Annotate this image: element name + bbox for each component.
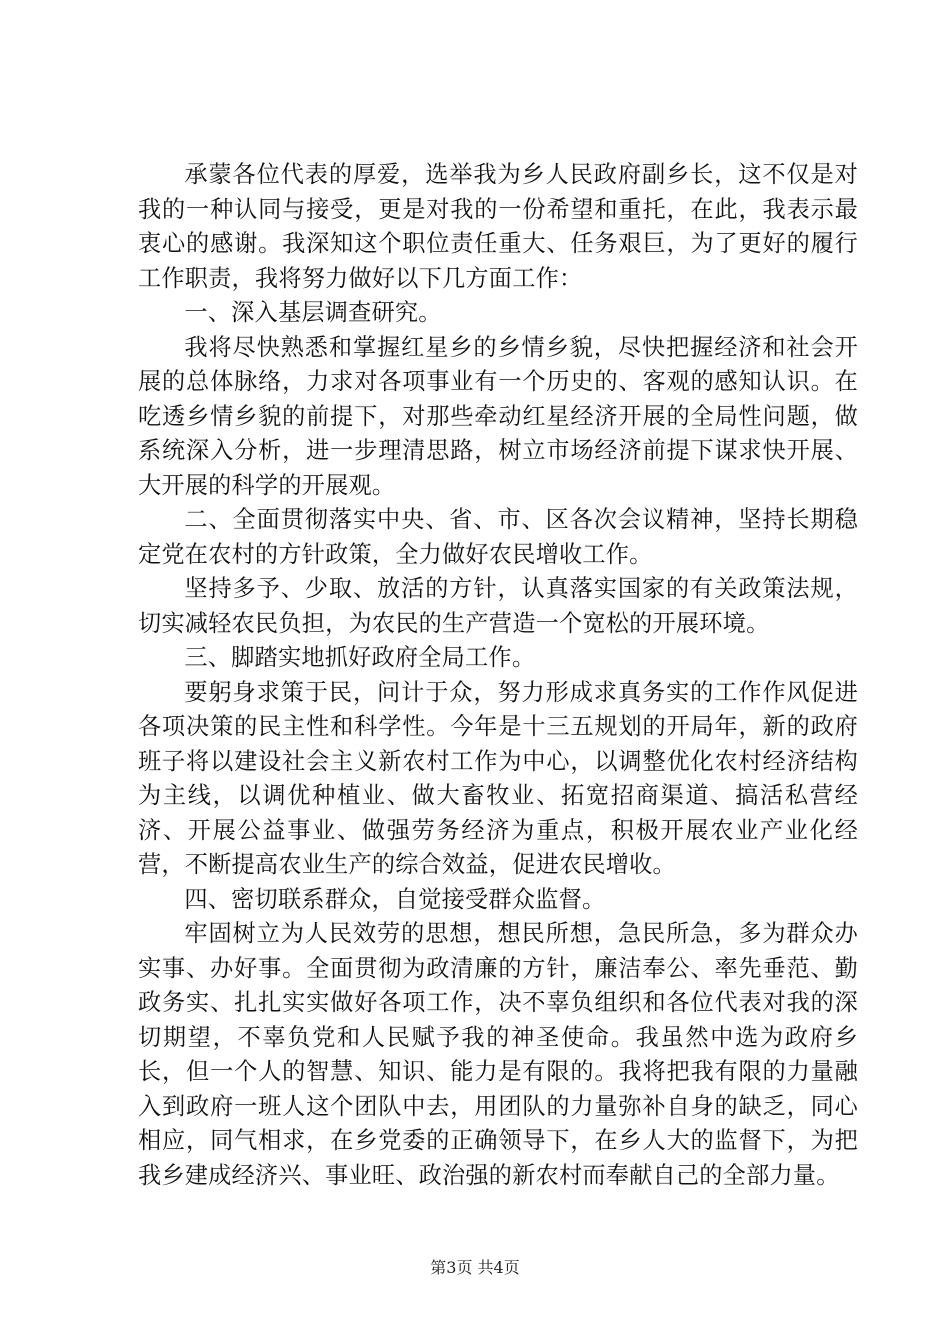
heading-section-2: 二、全面贯彻落实中央、省、市、区各次会议精神，坚持长期稳定党在农村的方针政策，全力做好农民增收工作。 <box>138 506 858 568</box>
paragraph-intro: 承蒙各位代表的厚爱，选举我为乡人民政府副乡长，这不仅是对我的一种认同与接受，更是对我的一份希望和重托，在此，我表示最衷心的感谢。我深知这个职位责任重大、任务艰巨，为了更好的履行工作职责，我将努力做好以下几方面工作： <box>138 161 858 292</box>
heading-section-1: 一、深入基层调查研究。 <box>184 299 442 326</box>
document-body <box>138 158 858 1193</box>
page-number-footer: 第3页 共4页 <box>430 1258 520 1277</box>
heading-section-3: 三、脚踏实地抓好政府全局工作。 <box>184 644 536 671</box>
paragraph-section-2: 坚持多予、少取、放活的方针，认真落实国家的有关政策法规，切实减轻农民负担，为农民的生产营造一个宽松的开展环境。 <box>138 575 858 637</box>
paragraph-section-1: 我将尽快熟悉和掌握红星乡的乡情乡貌，尽快把握经济和社会开展的总体脉络，力求对各项事业有一个历史的、客观的感知认识。在吃透乡情乡貌的前提下，对那些牵动红星经济开展的全局性问题，做系统深入分析，进一步理清思路，树立市场经济前提下谋求快开展、大开展的科学的开展观。 <box>138 333 858 499</box>
paragraph-section-3: 要躬身求策于民，问计于众，努力形成求真务实的工作作风促进各项决策的民主性和科学性。今年是十三五规划的开局年，新的政府班子将以建设社会主义新农村工作为中心，以调整优化农村经济结构为主线，以调优种植业、做大畜牧业、拓宽招商渠道、搞活私营经济、开展公益事业、做强劳务经济为重点，积极开展农业产业化经营，不断提高农业生产的综合效益，促进农民增收。 <box>138 678 858 878</box>
paragraph-section-4: 牢固树立为人民效劳的思想，想民所想，急民所急，多为群众办实事、办好事。全面贯彻为政清廉的方针，廉洁奉公、率先垂范、勤政务实、扎扎实实做好各项工作，决不辜负组织和各位代表对我的深切期望，不辜负党和人民赋予我的神圣使命。我虽然中选为政府乡长，但一个人的智慧、知识、能力是有限的。我将把我有限的力量融入到政府一班人这个团队中去，用团队的力量弥补自身的缺乏，同心相应，同气相求，在乡党委的正确领导下，在乡人大的监督下，为把我乡建成经济兴、事业旺、政治强的新农村而奉献自己的全部力量。 <box>138 920 858 1189</box>
heading-section-4: 四、密切联系群众，自觉接受群众监督。 <box>184 885 606 913</box>
